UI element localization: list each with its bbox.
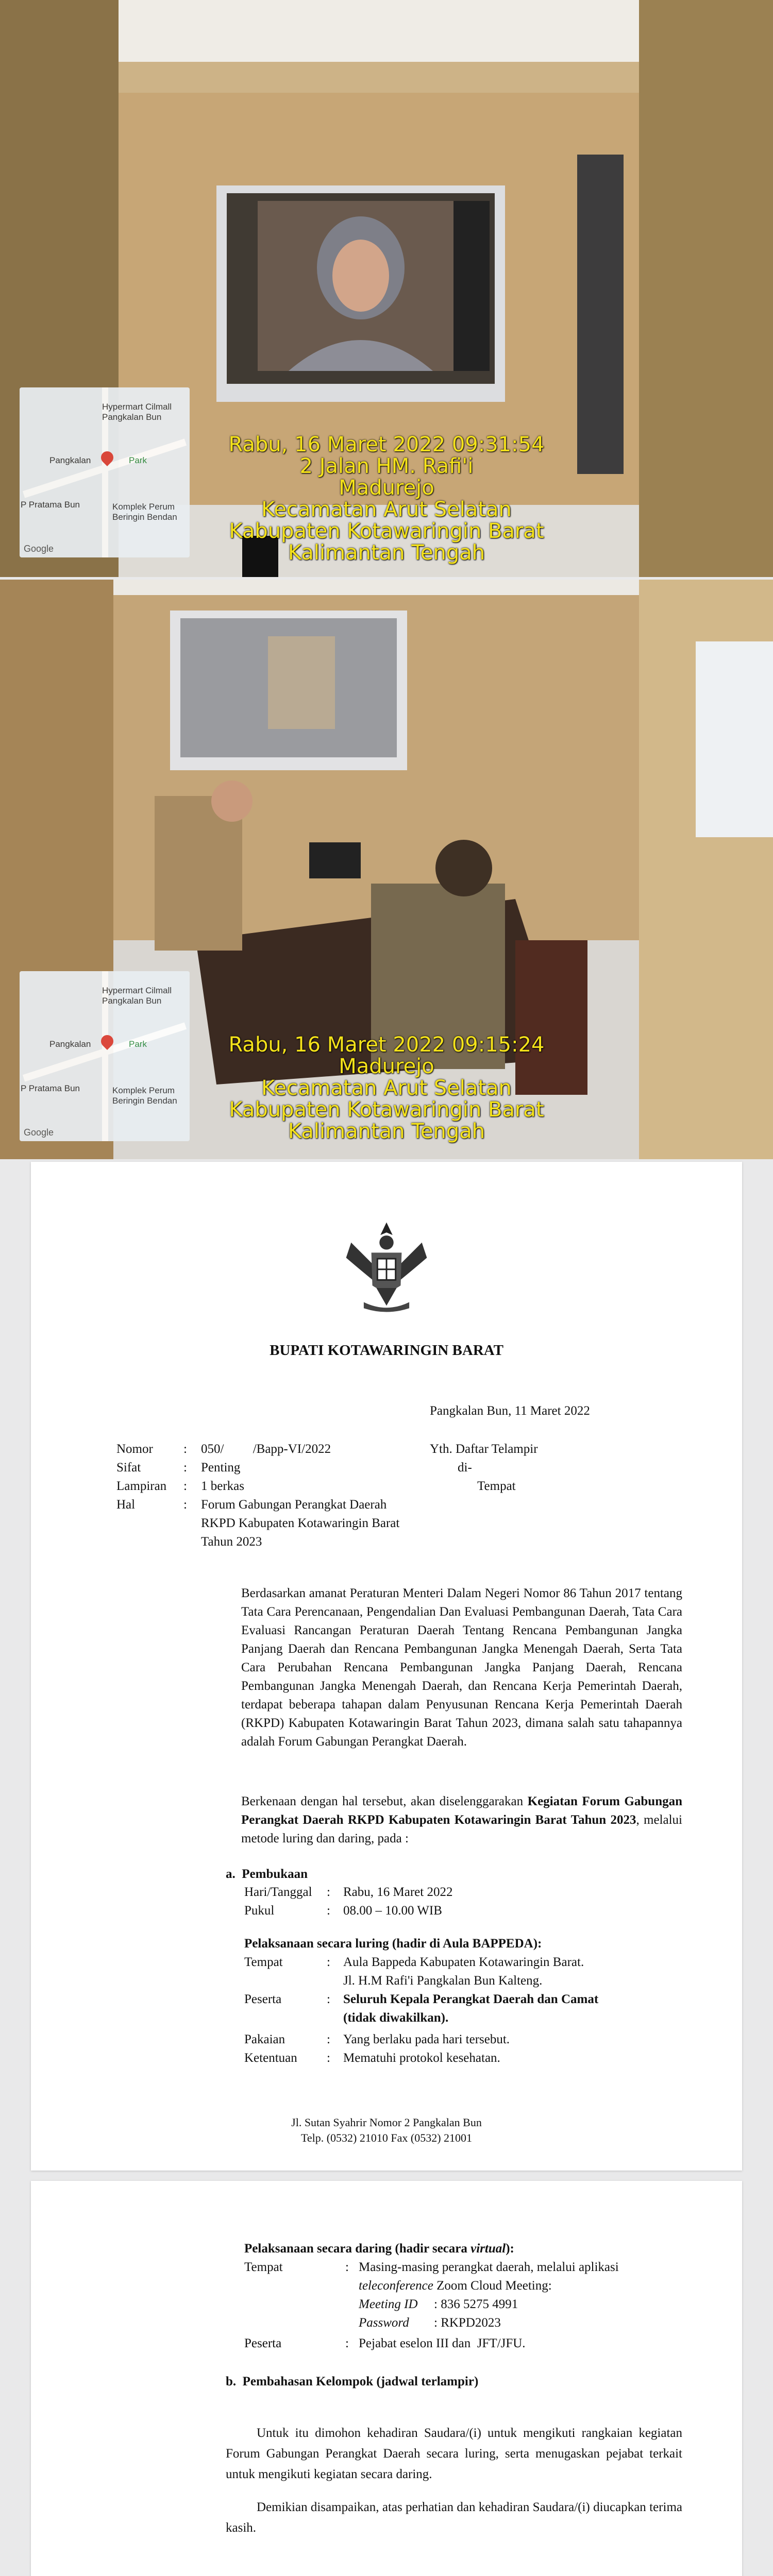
detail-label: Ketentuan (244, 2051, 297, 2065)
meta-colon: : (183, 1479, 187, 1493)
detail-colon: : (327, 2051, 330, 2065)
detail-value: (tidak diwakilkan). (343, 2011, 449, 2025)
photo-meeting-room (0, 580, 773, 1159)
detail-label: Pakaian (244, 2032, 285, 2046)
meta-colon: : (183, 1442, 187, 1456)
paragraph-text: , melalui metode luring dan daring, pada : (241, 1813, 682, 1845)
letter-heading: BUPATI KOTAWARINGIN BARAT (270, 1342, 503, 1359)
map-label: Hypermart Cilmall Pangkalan Bun (102, 402, 172, 422)
detail-value: Pejabat eselon III dan JFT/JFU. (359, 2336, 526, 2350)
map-label: P Pratama Bun (21, 1083, 80, 1093)
stamp-line: Madurejo (339, 1055, 434, 1078)
garuda-emblem-icon (336, 1212, 437, 1313)
detail-colon: : (327, 1992, 330, 2006)
meta-label: Nomor (116, 1442, 153, 1456)
section-heading: b. Pembahasan Kelompok (jadwal terlampir) (226, 2375, 479, 2388)
detail-value: Aula Bappeda Kabupaten Kotawaringin Barat. (343, 1955, 584, 1969)
stamp-line: Rabu, 16 Maret 2022 09:15:24 (228, 1033, 545, 1057)
map-label: Komplek Perum Beringin Bendan (112, 502, 177, 522)
stamp-line: 2 Jalan HM. Rafi'i (299, 454, 474, 478)
map-label: Park (129, 1039, 147, 1049)
meta-colon: : (183, 1461, 187, 1475)
detail-label: Peserta (244, 1992, 282, 2006)
paragraph-bold: Kegiatan Forum Gabungan Perangkat Daerah RKPD Kabupaten Kotawaringin Barat Tahun 2023 (241, 1794, 682, 1827)
detail-value: Jl. H.M Rafi'i Pangkalan Bun Kalteng. (343, 1974, 543, 1988)
map-label: Pangkalan (49, 455, 91, 465)
detail-value: 08.00 – 10.00 WIB (343, 1904, 442, 1918)
paragraph-text: Berdasarkan amanat Peraturan Menteri Dalam Negeri Nomor 86 Tahun 2017 tentang Tata Cara Perencanaan, Pengendalian Dan Evaluasi Pembangunan Daerah, Tata Cara Evaluasi Rancangan Peraturan Daerah Tentang Rencana Pembangunan Jangka Panjang Daerah dan Rencana Pembangunan Jangka Menengah Daerah, Serta Tata Cara Perubahan Rencana Pembangunan Jangka Panjang Daerah, Rencana Pembangunan Jangka Menengah Daerah, dan Rencana Kerja Pemerintah Daerah, terdapat beberapa tahapan dalam Penyusunan Rencana Kerja Pemerintah Daerah (RKPD) Kabupaten Kotawaringin Barat Tahun 2023, dimana salah satu tahapannya adalah Forum Gabungan Perangkat Daerah. (241, 1586, 682, 1749)
google-logo: Google (24, 1127, 54, 1138)
meta-value: RKPD Kabupaten Kotawaringin Barat (201, 1516, 400, 1530)
section-heading: a. Pembukaan (226, 1867, 308, 1881)
detail-sublabel: Password (359, 2316, 409, 2330)
paragraph-event (241, 1792, 682, 1848)
detail-label: Hari/Tanggal (244, 1885, 312, 1899)
stamp-line: Kalimantan Tengah (288, 541, 485, 565)
subsection-title: Pelaksanaan secara luring (hadir di Aula BAPPEDA): (244, 1937, 542, 1951)
stamp-line: Kabupaten Kotawaringin Barat (229, 1098, 544, 1122)
detail-colon: : (327, 1885, 330, 1899)
letter-date: Pangkalan Bun, 11 Maret 2022 (430, 1404, 590, 1418)
detail-value: Mematuhi protokol kesehatan. (343, 2051, 500, 2065)
map-label: Hypermart Cilmall Pangkalan Bun (102, 986, 172, 1006)
detail-label: Pukul (244, 1904, 275, 1918)
meeting-id: : 836 5275 4991 (434, 2297, 518, 2311)
detail-value: Yang berlaku pada hari tersebut. (343, 2032, 510, 2046)
stamp-line: Madurejo (339, 476, 434, 500)
meta-label: Sifat (116, 1461, 141, 1475)
stamp-line: Rabu, 16 Maret 2022 09:31:54 (228, 433, 545, 456)
addressee: Yth. Daftar Telampir (430, 1442, 538, 1456)
meeting-password: : RKPD2023 (434, 2316, 501, 2330)
value-italic: teleconference (359, 2279, 433, 2293)
meta-value: Penting (201, 1461, 241, 1475)
detail-value (359, 2277, 552, 2295)
title-text: ): (506, 2242, 514, 2256)
stamp-line: Kalimantan Tengah (288, 1120, 485, 1143)
detail-colon: : (345, 2260, 349, 2274)
value-text: Zoom Cloud Meeting: (433, 2279, 552, 2293)
letter-footer-phone: Telp. (0532) 21010 Fax (0532) 21001 (300, 2131, 473, 2144)
meta-value: 1 berkas (201, 1479, 244, 1493)
timestamp-overlay (88, 1034, 685, 1142)
letter-footer-address: Jl. Sutan Syahrir Nomor 2 Pangkalan Bun (291, 2116, 482, 2129)
paragraph-request: Untuk itu dimohon kehadiran Saudara/(i) untuk mengikuti rangkaian kegiatan Forum Gabungan Perangkat Daerah secara luring, serta menugaskan pejabat terkait untuk mengikuti kegiatan secara daring. (226, 2426, 682, 2481)
stamp-line: Kabupaten Kotawaringin Barat (229, 519, 544, 543)
detail-colon: : (345, 2336, 349, 2350)
timestamp-overlay (88, 434, 685, 564)
title-italic: virtual (470, 2242, 506, 2256)
meta-label: Lampiran (116, 1479, 167, 1493)
photo-video-conference-screen (0, 0, 773, 577)
detail-label: Tempat (244, 2260, 283, 2274)
detail-value: Rabu, 16 Maret 2022 (343, 1885, 453, 1899)
detail-colon: : (327, 1904, 330, 1918)
map-label: P Pratama Bun (21, 500, 80, 510)
letter-page-2 (31, 2181, 742, 2576)
meta-value: Tahun 2023 (201, 1535, 262, 1549)
detail-value: Seluruh Kepala Perangkat Daerah dan Camat (343, 1992, 599, 2006)
stamp-line: Kecamatan Arut Selatan (261, 1076, 512, 1100)
stamp-line: Kecamatan Arut Selatan (261, 498, 512, 521)
detail-sublabel: Meeting ID (359, 2297, 418, 2311)
addressee: Tempat (477, 1479, 516, 1493)
paragraph-intro (241, 1584, 682, 1751)
meta-colon: : (183, 1498, 187, 1512)
addressee: di- (458, 1461, 472, 1475)
detail-colon: : (327, 1955, 330, 1969)
title-text: Pelaksanaan secara daring (hadir secara (244, 2242, 471, 2256)
letter-page-1 (31, 1162, 742, 2171)
meta-value: Forum Gabungan Perangkat Daerah (201, 1498, 387, 1512)
detail-label: Peserta (244, 2336, 282, 2350)
map-label: Park (129, 455, 147, 465)
detail-value: Masing-masing perangkat daerah, melalui aplikasi (359, 2260, 619, 2274)
detail-colon: : (327, 2032, 330, 2046)
subsection-title (244, 2240, 514, 2258)
map-label: Komplek Perum Beringin Bendan (112, 1086, 177, 1106)
meta-label: Hal (116, 1498, 136, 1512)
paragraph-text: Berkenaan dengan hal tersebut, akan diselenggarakan (241, 1794, 528, 1808)
google-logo: Google (24, 544, 54, 554)
meta-value: 050/ /Bapp-VI/2022 (201, 1442, 331, 1456)
map-label: Pangkalan (49, 1039, 91, 1049)
paragraph-closing: Demikian disampaikan, atas perhatian dan kehadiran Saudara/(i) diucapkan terima kasih. (226, 2500, 682, 2535)
detail-label: Tempat (244, 1955, 283, 1969)
